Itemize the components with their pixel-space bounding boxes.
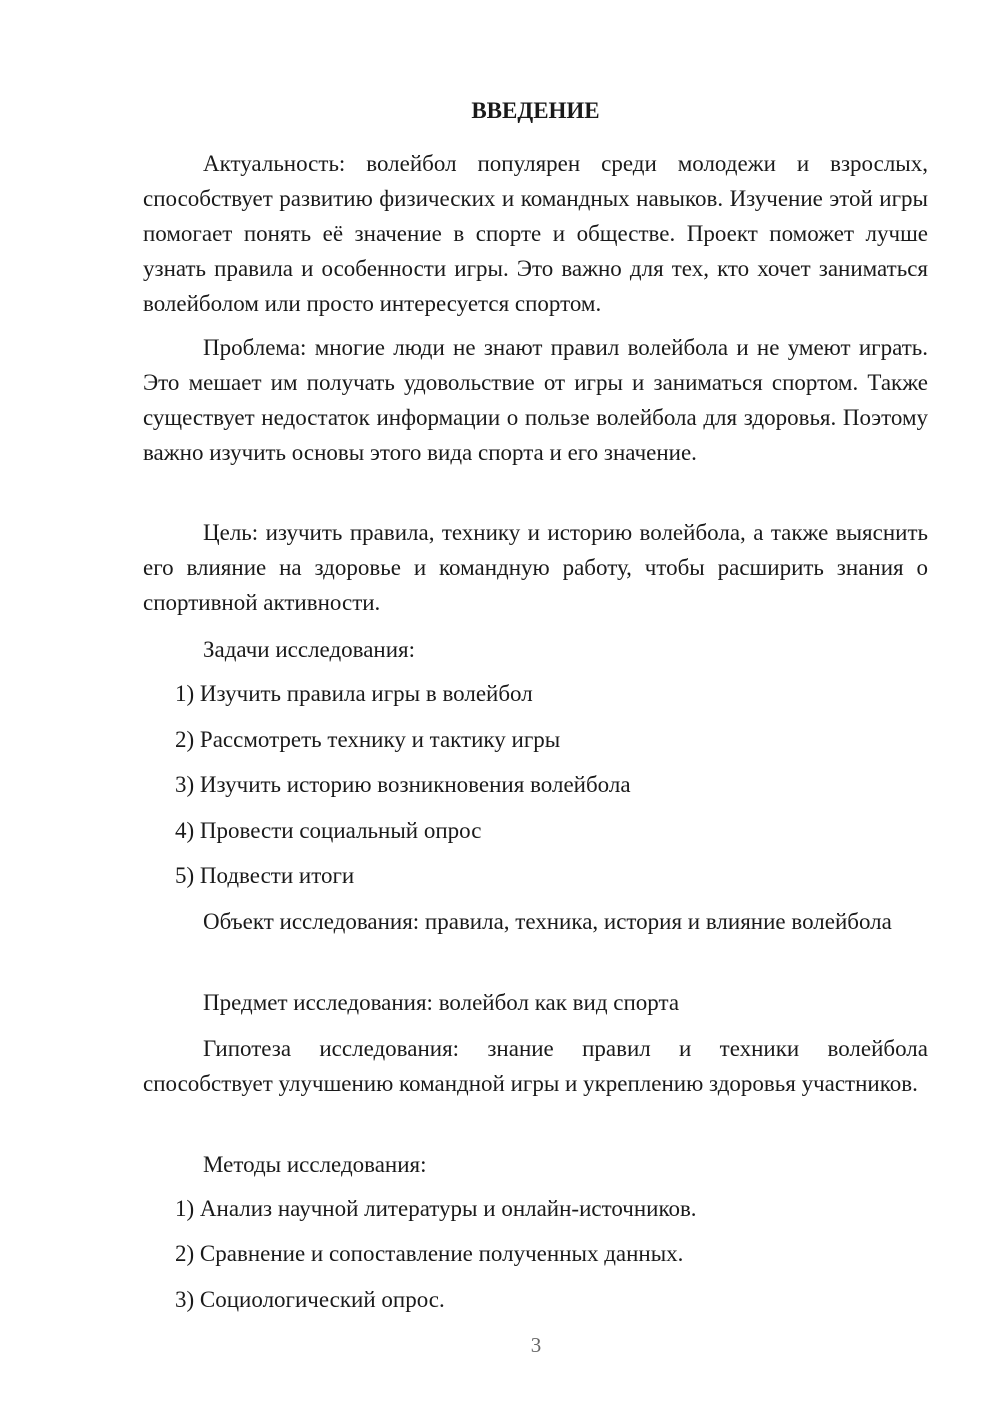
task-item-1: 1) Изучить правила игры в волейбол <box>175 681 533 706</box>
paragraph-relevance: Актуальность: волейбол популярен среди молодежи и взрослых, способствует развитию физических и командных навыков. Изучение этой игры помогает понять её значение в спорте и обществе. Проект поможет лучше узнать правила и особенности игры. Это важно для тех, кто хочет заниматься волейболом или просто интересуется спортом. <box>143 151 928 316</box>
paragraph-problem: Проблема: многие люди не знают правил волейбола и не умеют играть. Это мешает им получать удовольствие от игры и заниматься спортом. Также существует недостаток информации о пользе волейбола для здоровья. Поэтому важно изучить основы этого вида спорта и его значение. <box>143 335 928 465</box>
page-title: ВВЕДЕНИЕ <box>471 98 600 123</box>
paragraph-subject: Предмет исследования: волейбол как вид спорта <box>203 990 680 1015</box>
paragraph-hypothesis: Гипотеза исследования: знание правил и техники волейбола способствует улучшению командной игры и укреплению здоровья участников. <box>143 1036 928 1096</box>
method-item-1: 1) Анализ научной литературы и онлайн-источников. <box>175 1196 697 1221</box>
task-item-5: 5) Подвести итоги <box>175 863 355 888</box>
task-item-2: 2) Рассмотреть технику и тактику игры <box>175 727 561 752</box>
page-number: 3 <box>530 1333 542 1357</box>
task-item-3: 3) Изучить историю возникновения волейбола <box>175 772 631 797</box>
paragraph-object: Объект исследования: правила, техника, история и влияние волейбола <box>203 909 892 934</box>
methods-heading: Методы исследования: <box>203 1152 427 1177</box>
method-item-2: 2) Сравнение и сопоставление полученных данных. <box>175 1241 684 1266</box>
tasks-heading: Задачи исследования: <box>203 637 416 662</box>
paragraph-goal: Цель: изучить правила, технику и историю волейбола, а также выяснить его влияние на здоровье и командную работу, чтобы расширить знания о спортивной активности. <box>143 520 928 615</box>
task-item-4: 4) Провести социальный опрос <box>175 818 482 843</box>
method-item-3: 3) Социологический опрос. <box>175 1287 445 1312</box>
